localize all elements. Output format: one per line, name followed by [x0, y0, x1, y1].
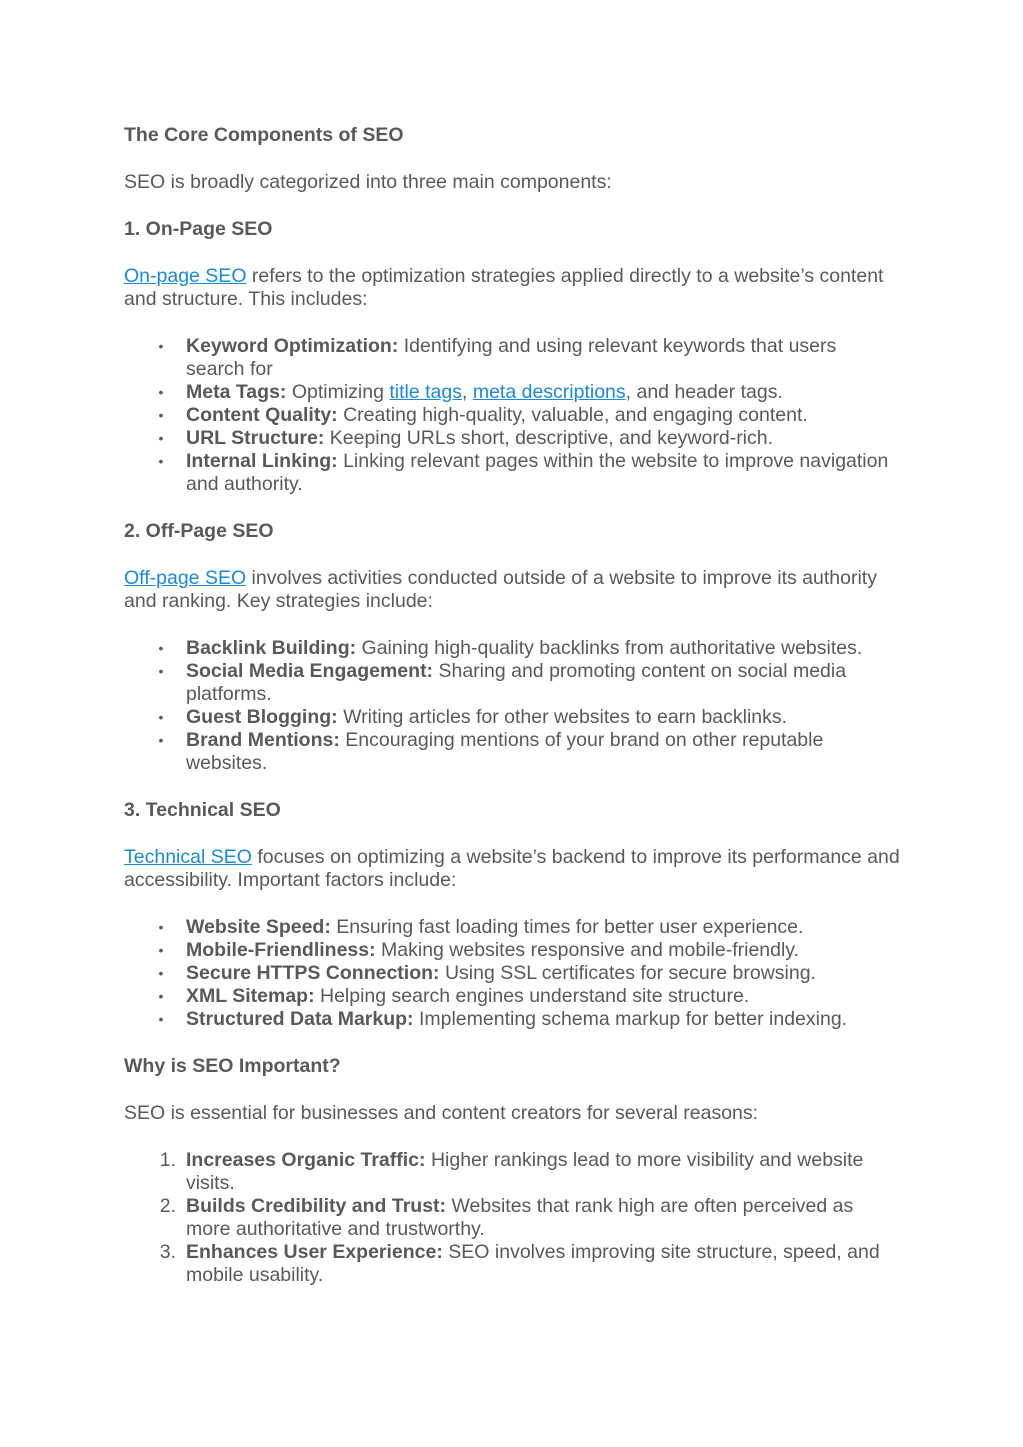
bullet-icon: •	[158, 919, 164, 935]
list-item-term: Content Quality:	[186, 404, 338, 426]
technical-paragraph	[124, 846, 900, 892]
list-item	[158, 381, 900, 404]
title-tags-link[interactable]: title tags	[389, 381, 462, 403]
why-paragraph: SEO is essential for businesses and content creators for several reasons:	[124, 1102, 759, 1124]
list-number: 1.	[159, 1149, 176, 1171]
list-item-text: , and header tags.	[625, 381, 783, 403]
list-item-term: Website Speed:	[186, 916, 331, 938]
list-item-term: Increases Organic Traffic:	[186, 1149, 426, 1171]
list-item	[158, 450, 900, 496]
list-item	[158, 985, 900, 1008]
bullet-icon: •	[158, 640, 164, 656]
list-item-text: Sharing and promoting content on social media platforms.	[186, 660, 847, 705]
page-title: The Core Components of SEO	[124, 124, 404, 146]
list-item-text: Keeping URLs short, descriptive, and keyword-rich.	[324, 427, 774, 449]
list-item	[159, 1149, 900, 1195]
bullet-icon: •	[158, 709, 164, 725]
bullet-icon: •	[158, 430, 164, 446]
onpage-desc: refers to the optimization strategies applied directly to a website’s content and structure. This includes:	[124, 265, 884, 310]
section-heading-why: Why is SEO Important?	[124, 1055, 341, 1077]
list-item	[158, 427, 900, 450]
list-item-term: Guest Blogging:	[186, 706, 338, 728]
list-item-text: Linking relevant pages within the website to improve navigation and authority.	[186, 450, 889, 495]
list-item-text: Optimizing	[286, 381, 390, 403]
list-item-text: Implementing schema markup for better indexing.	[413, 1008, 848, 1030]
list-item-text: Higher rankings lead to more visibility and website visits.	[186, 1149, 864, 1194]
list-item	[158, 660, 900, 706]
list-item	[158, 637, 900, 660]
list-item-text: Using SSL certificates for secure browsing.	[439, 962, 816, 984]
onpage-paragraph	[124, 265, 900, 311]
bullet-icon: •	[158, 988, 164, 1004]
bullet-icon: •	[158, 732, 164, 748]
bullet-icon: •	[158, 384, 164, 400]
list-item-term: URL Structure:	[186, 427, 325, 449]
bullet-icon: •	[158, 663, 164, 679]
list-item-term: Secure HTTPS Connection:	[186, 962, 440, 984]
section-heading-offpage: 2. Off-Page SEO	[124, 520, 274, 542]
bullet-icon: •	[158, 338, 164, 354]
list-item-text: ,	[461, 381, 473, 403]
list-item-text: Encouraging mentions of your brand on other reputable websites.	[186, 729, 824, 774]
list-item-term: Builds Credibility and Trust:	[186, 1195, 447, 1217]
offpage-paragraph	[124, 567, 900, 613]
offpage-seo-link[interactable]: Off-page SEO	[124, 567, 247, 589]
list-item	[158, 729, 900, 775]
technical-list	[124, 916, 900, 1031]
list-item	[158, 335, 900, 381]
list-item-text: Creating high-quality, valuable, and engaging content.	[337, 404, 808, 426]
document-content	[124, 124, 900, 1287]
list-item-text: SEO involves improving site structure, speed, and mobile usability.	[186, 1241, 880, 1286]
list-item	[158, 962, 900, 985]
list-item-text: Ensuring fast loading times for better user experience.	[330, 916, 804, 938]
intro-paragraph: SEO is broadly categorized into three main components:	[124, 171, 612, 193]
why-list	[124, 1149, 900, 1287]
list-item	[159, 1241, 900, 1287]
list-item-term: Keyword Optimization:	[186, 335, 399, 357]
list-item-text: Writing articles for other websites to earn backlinks.	[337, 706, 788, 728]
technical-desc: focuses on optimizing a website’s backend to improve its performance and accessibility. Important factors include:	[124, 846, 900, 891]
onpage-list	[124, 335, 900, 496]
list-item-text: Helping search engines understand site structure.	[314, 985, 750, 1007]
list-item-term: XML Sitemap:	[186, 985, 315, 1007]
section-heading-onpage: 1. On-Page SEO	[124, 218, 273, 240]
list-number: 2.	[159, 1195, 176, 1217]
list-number: 3.	[159, 1241, 176, 1263]
list-item	[158, 939, 900, 962]
list-item-term: Internal Linking:	[186, 450, 338, 472]
offpage-list	[124, 637, 900, 775]
bullet-icon: •	[158, 453, 164, 469]
onpage-seo-link[interactable]: On-page SEO	[124, 265, 247, 287]
list-item-term: Social Media Engagement:	[186, 660, 434, 682]
list-item	[158, 404, 900, 427]
technical-seo-link[interactable]: Technical SEO	[124, 846, 252, 868]
list-item	[159, 1195, 900, 1241]
list-item	[158, 916, 900, 939]
section-heading-technical: 3. Technical SEO	[124, 799, 281, 821]
offpage-desc: involves activities conducted outside of a website to improve its authority and ranking. Key strategies include:	[124, 567, 877, 612]
list-item-text: Gaining high-quality backlinks from authoritative websites.	[356, 637, 863, 659]
list-item-term: Structured Data Markup:	[186, 1008, 414, 1030]
list-item-text: Identifying and using relevant keywords that users search for	[186, 335, 837, 380]
bullet-icon: •	[158, 1011, 164, 1027]
bullet-icon: •	[158, 965, 164, 981]
meta-descriptions-link[interactable]: meta descriptions	[472, 381, 626, 403]
list-item-term: Enhances User Experience:	[186, 1241, 443, 1263]
list-item-term: Brand Mentions:	[186, 729, 340, 751]
list-item-text: Websites that rank high are often perceived as more authoritative and trustworthy.	[186, 1195, 854, 1240]
list-item-term: Backlink Building:	[186, 637, 357, 659]
bullet-icon: •	[158, 407, 164, 423]
list-item-text: Making websites responsive and mobile-friendly.	[375, 939, 800, 961]
list-item	[158, 706, 900, 729]
list-item-term: Mobile-Friendliness:	[186, 939, 376, 961]
bullet-icon: •	[158, 942, 164, 958]
list-item-term: Meta Tags:	[186, 381, 287, 403]
list-item	[158, 1008, 900, 1031]
